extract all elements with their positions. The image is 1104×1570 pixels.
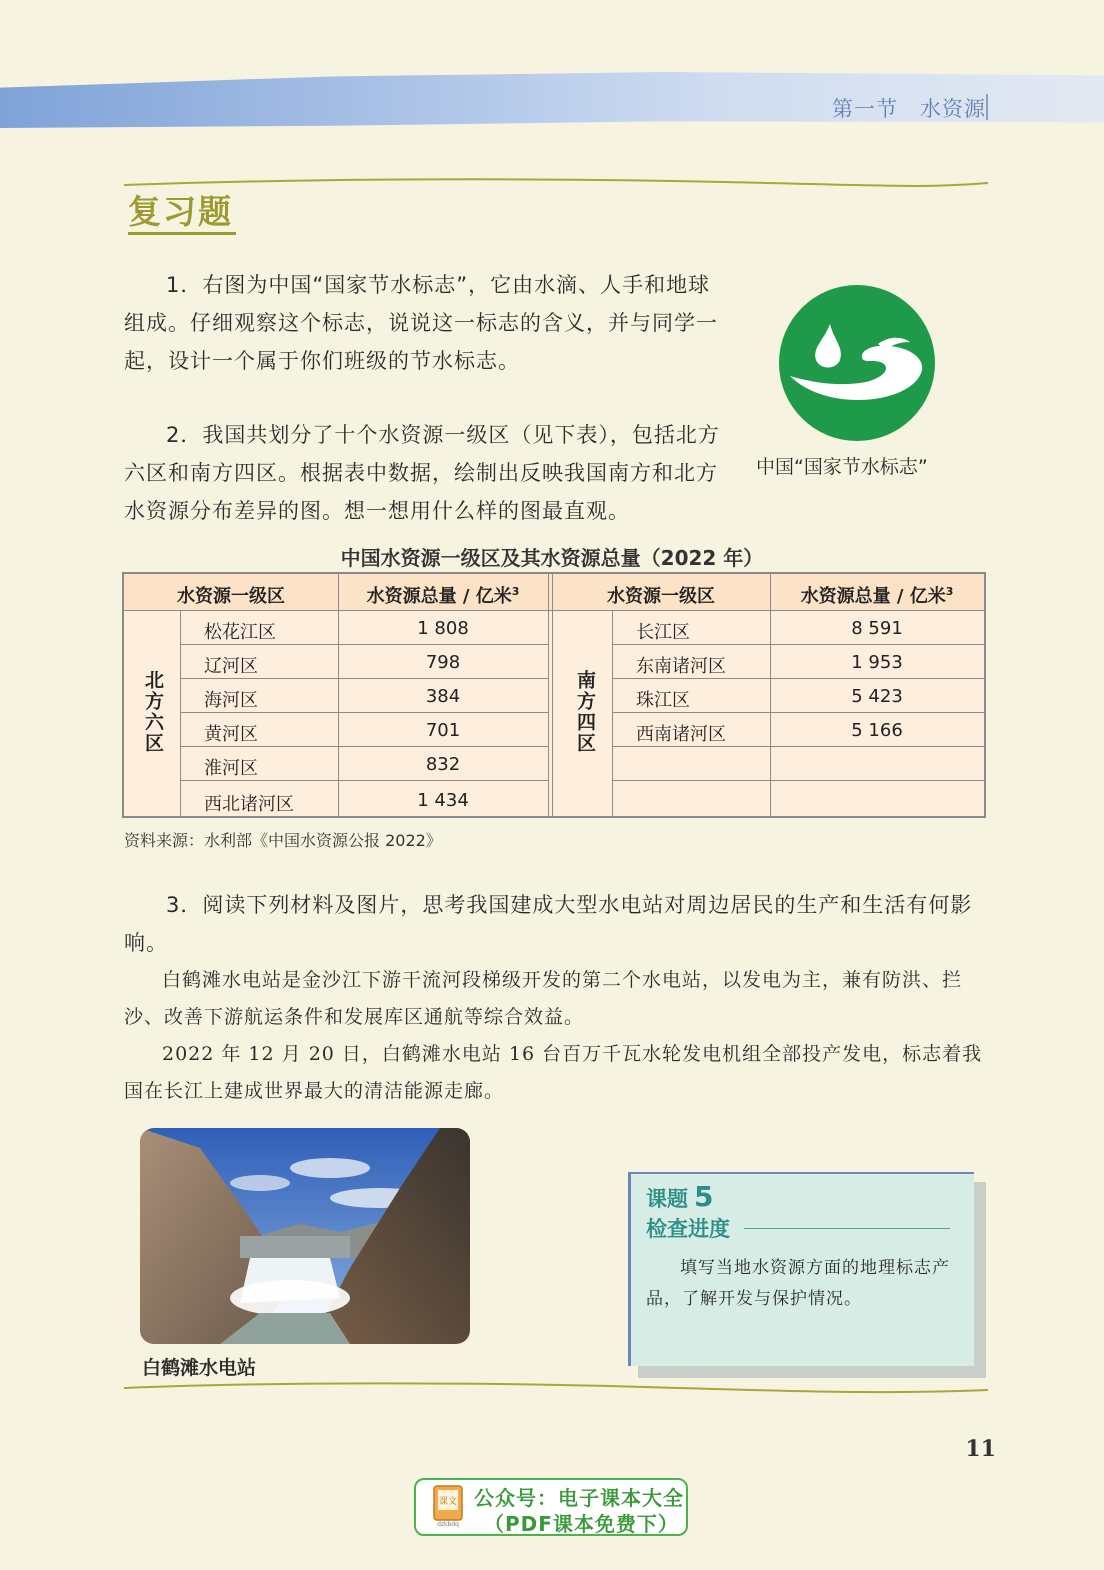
table-source: 资料来源：水利部《中国水资源公报 2022》 — [124, 831, 442, 850]
table-row-south-value: 5 166 — [851, 720, 903, 741]
question-3: 3．阅读下列材料及图片，思考我国建成大型水电站对周边居民的生产和生活有何影响。 — [124, 893, 973, 955]
table-row-south-name: 长江区 — [636, 622, 690, 643]
task-title — [646, 1180, 713, 1213]
table-row-north-name: 松花江区 — [204, 622, 276, 643]
table-row-north-name: 淮河区 — [204, 758, 258, 779]
header-divider — [986, 94, 988, 120]
table-row-north-value: 1 434 — [417, 790, 469, 811]
watermark-line-1: 公众号：电子课本大全 — [474, 1486, 684, 1510]
page-number: 11 — [965, 1436, 996, 1462]
table-row-south-name: 东南诸河区 — [636, 656, 726, 677]
task-number: 5 — [694, 1180, 714, 1213]
table-row-south-value: 1 953 — [851, 652, 903, 673]
table-row-north-value: 832 — [425, 754, 461, 775]
watermark-line-2: （PDF课本免费下） — [484, 1512, 679, 1536]
south-group-label: 南方四区 — [574, 670, 596, 754]
table-row-north-value: 384 — [425, 686, 461, 707]
water-resource-table — [122, 572, 986, 818]
task-body: 填写当地水资源方面的地理标志产品，了解开发与保护情况。 — [646, 1258, 950, 1309]
table-header-region-north: 水资源一级区 — [177, 586, 285, 607]
table-row-north-name: 西北诸河区 — [204, 794, 294, 815]
table-header-total-south — [770, 582, 984, 608]
table-row-north-value: 701 — [425, 720, 461, 741]
table-row-north-name: 辽河区 — [204, 656, 258, 677]
table-row-north-value: 798 — [425, 652, 461, 673]
task-divider — [744, 1228, 950, 1229]
material-paragraph-1: 白鹤滩水电站是金沙江下游干流河段梯级开发的第二个水电站，以发电为主，兼有防洪、拦沙、改善下游航运条件和发展库区通航等综合效益。 — [124, 969, 963, 1028]
table-row-south-name: 珠江区 — [636, 690, 690, 711]
logo-caption: 中国“国家节水标志” — [756, 456, 928, 478]
question-1: 1．右图为中国“国家节水标志”，它由水滴、人手和地球组成。仔细观察这个标志，说说这一标志的含义，并与同学一起，设计一个属于你们班级的节水标志。 — [124, 273, 718, 373]
watermark-icon-sub: dzkbdq — [437, 1521, 459, 1528]
section-number: 第一节 — [832, 97, 898, 121]
material-paragraph-2: 2022 年 12 月 20 日，白鹤滩水电站 16 台百万千瓦水轮发电机组全部投产发电，标志着我国在长江上建成世界最大的清洁能源走廊。 — [124, 1043, 983, 1102]
baihetan-dam-photo — [140, 1128, 470, 1344]
watermark-icon-text: 课文 — [438, 1497, 458, 1507]
table-header-total-north-sup: 3 — [511, 585, 520, 598]
table-row-south-value: 5 423 — [851, 686, 903, 707]
bottom-rule — [124, 1380, 988, 1396]
north-group-label: 北方六区 — [142, 670, 164, 754]
table-header-total-north-label: 水资源总量 / 亿米 — [366, 586, 512, 607]
review-title-underline — [128, 232, 236, 235]
table-row-north-value: 1 808 — [417, 618, 469, 639]
table-row-north-name: 海河区 — [204, 690, 258, 711]
task-subtitle: 检查进度 — [646, 1217, 730, 1241]
photo-caption: 白鹤滩水电站 — [142, 1357, 257, 1379]
section-header — [832, 93, 986, 123]
table-header-total-north — [338, 582, 548, 608]
question-2: 2．我国共划分了十个水资源一级区（见下表），包括北方六区和南方四区。根据表中数据，绘制出反映我国南方和北方水资源分布差异的图。想一想用什么样的图最直观。 — [124, 423, 720, 523]
table-row-south-value: 8 591 — [851, 618, 903, 639]
table-header-total-south-label: 水资源总量 / 亿米 — [800, 586, 946, 607]
task-label: 课题 — [646, 1187, 688, 1211]
water-saving-logo — [778, 284, 936, 442]
table-header-total-south-sup: 3 — [945, 585, 954, 598]
table-title: 中国水资源一级区及其水资源总量（2022 年） — [340, 546, 764, 570]
table-row-north-name: 黄河区 — [204, 724, 258, 745]
watermark-book-icon — [428, 1484, 468, 1528]
section-topic: 水资源 — [920, 97, 986, 121]
top-rule — [124, 176, 988, 190]
table-row-south-name: 西南诸河区 — [636, 724, 726, 745]
table-header-region-south: 水资源一级区 — [607, 586, 715, 607]
review-title: 复习题 — [128, 192, 233, 231]
